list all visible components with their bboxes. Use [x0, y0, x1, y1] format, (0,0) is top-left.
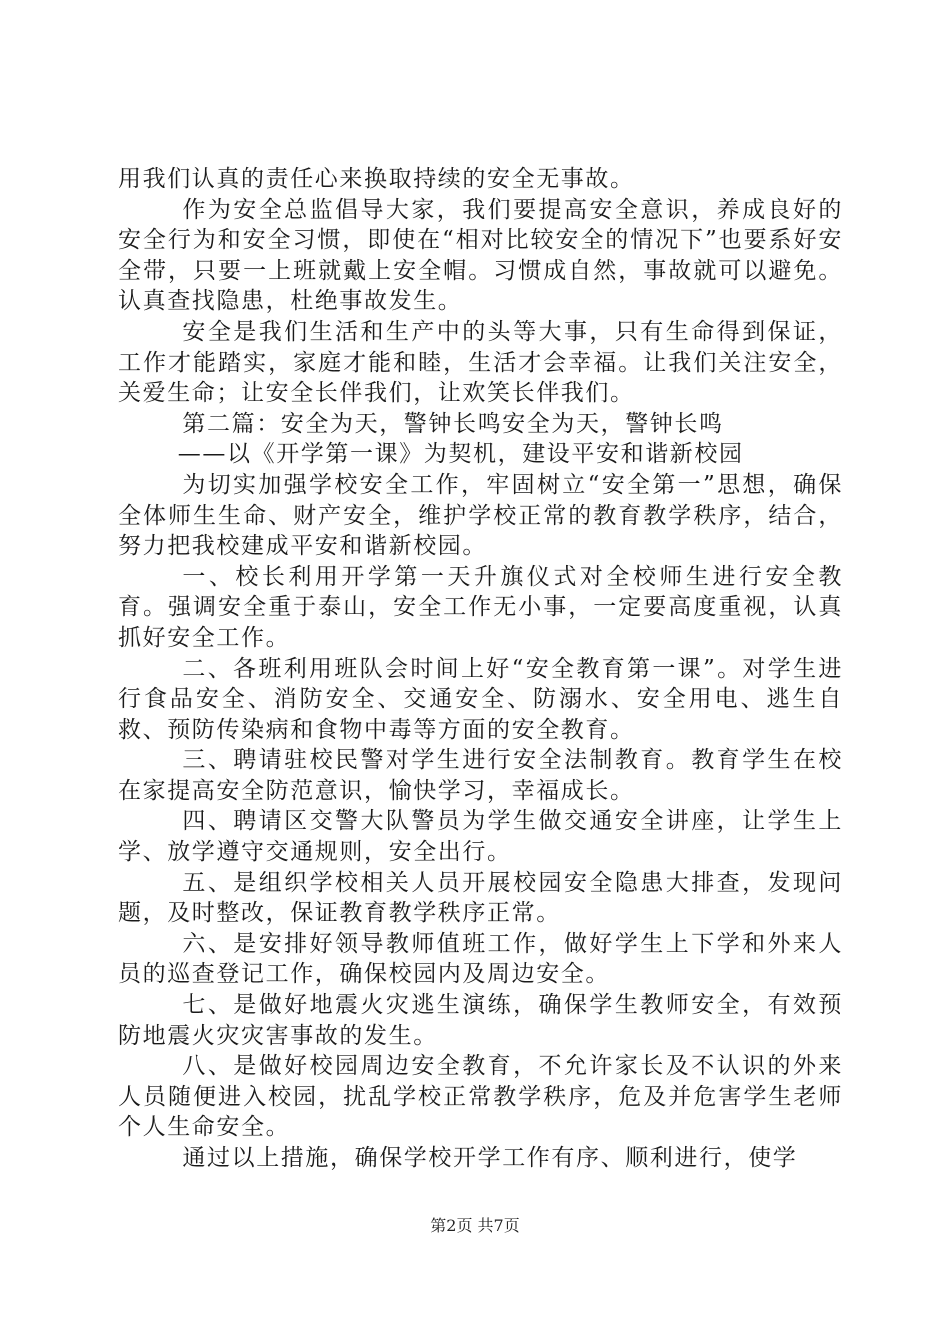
paragraph: 通过以上措施，确保学校开学工作有序、顺利进行，使学: [182, 1145, 798, 1171]
paragraph-continuation: 用我们认真的责任心来换取持续的安全无事故。: [118, 166, 635, 192]
document-body: [118, 164, 843, 1174]
page-number: 第2页 共7页: [430, 1216, 520, 1235]
paragraph: 为切实加强学校安全工作，牢固树立“安全第一”思想，确保全体师生生命、财产安全，维护学校正常的教育教学秩序，结合，努力把我校建成平安和谐新校园。: [118, 471, 843, 560]
list-item: 七、是做好地震火灾逃生演练，确保学生教师安全，有效预防地震火灾灾害事故的发生。: [118, 992, 843, 1049]
list-item: 三、聘请驻校民警对学生进行安全法制教育。教育学生在校在家提高安全防范意识，愉快学习，幸福成长。: [118, 747, 843, 804]
list-item: 一、校长利用开学第一天升旗仪式对全校师生进行安全教育。强调安全重于泰山，安全工作无小事，一定要高度重视，认真抓好安全工作。: [118, 563, 843, 651]
list-item: 八、是做好校园周边安全教育，不允许家长及不认识的外来人员随便进入校园，扰乱学校正常教学秩序，危及并危害学生老师个人生命安全。: [118, 1053, 843, 1141]
list-item: 二、各班利用班队会时间上好“安全教育第一课”。对学生进行食品安全、消防安全、交通安全、防溺水、安全用电、逃生自救、预防传染病和食物中毒等方面的安全教育。: [118, 655, 843, 743]
list-item: 六、是安排好领导教师值班工作，做好学生上下学和外来人员的巡查登记工作，确保校园内及周边安全。: [118, 930, 843, 988]
section-title: 第二篇：安全为天，警钟长鸣安全为天，警钟长鸣: [182, 410, 724, 437]
paragraph: 作为安全总监倡导大家，我们要提高安全意识，养成良好的安全行为和安全习惯，即使在“相对比较安全的情况下”也要系好安全带，只要一上班就戴上安全帽。习惯成自然，事故就可以避免。认真查找隐患，杜绝事故发生。: [118, 196, 843, 315]
paragraph: 安全是我们生活和生产中的头等大事，只有生命得到保证，工作才能踏实，家庭才能和睦，生活才会幸福。让我们关注安全，关爱生命；让安全长伴我们，让欢笑长伴我们。: [118, 318, 843, 407]
list-item: 五、是组织学校相关人员开展校园安全隐患大排查，发现问题，及时整改，保证教育教学秩序正常。: [118, 869, 843, 927]
list-item: 四、聘请区交警大队警员为学生做交通安全讲座，让学生上学、放学遵守交通规则，安全出行。: [118, 808, 843, 866]
section-subtitle: ——以《开学第一课》为契机，建设平安和谐新校园: [177, 441, 744, 468]
